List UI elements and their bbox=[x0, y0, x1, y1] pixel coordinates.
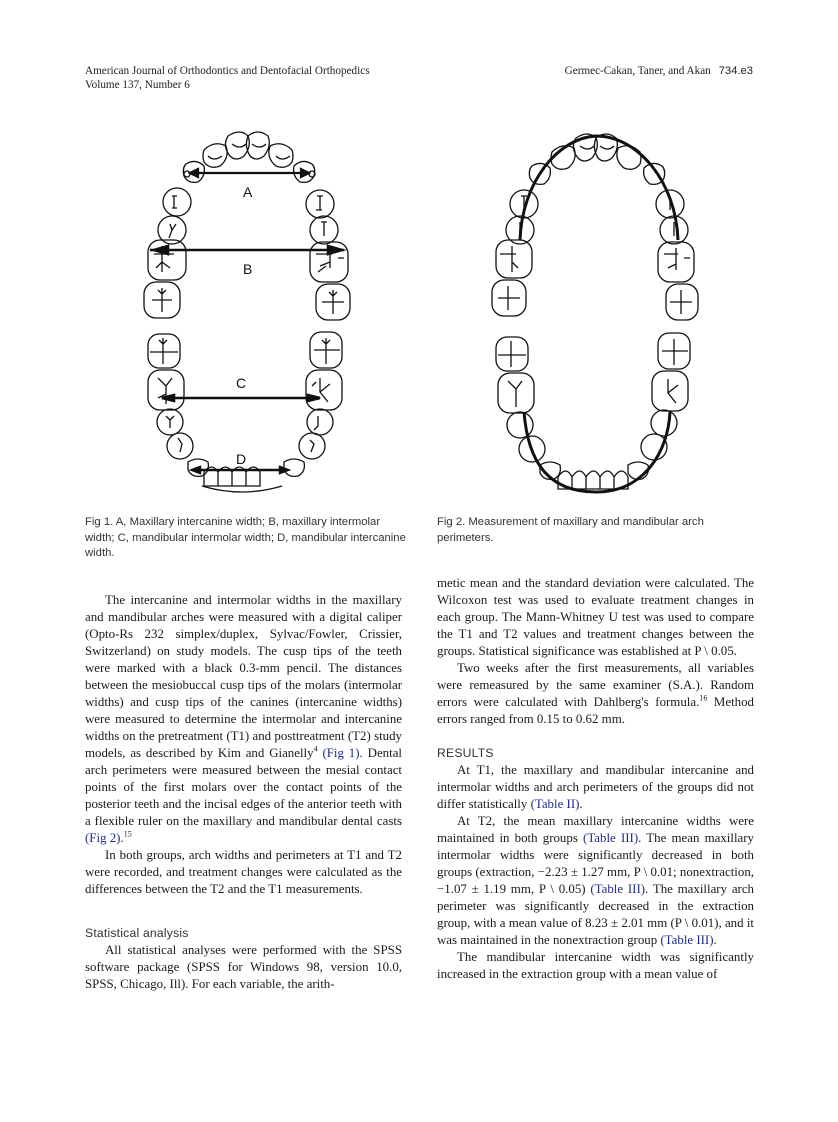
paragraph-results-mandibular: The mandibular intercanine width was significantly increased in the extraction group with a mean value of bbox=[437, 950, 754, 981]
maxillary-teeth-icon bbox=[144, 132, 350, 320]
label-b: B bbox=[243, 261, 253, 277]
page-number: 734.e3 bbox=[718, 65, 753, 77]
paragraph-statistics: All statistical analyses were performed with the SPSS software package (SPSS for Windows 98, version 10.0, SPSS, Chicago, Ill). For each variable, the arith- bbox=[85, 943, 402, 991]
figure-2-caption: Fig 2. Measurement of maxillary and mandibular arch perimeters. bbox=[437, 516, 704, 544]
journal-volume: Volume 137, Number 6 bbox=[85, 79, 190, 91]
mandibular-teeth-icon bbox=[148, 332, 342, 492]
figure-2-arch-perimeters bbox=[478, 122, 713, 517]
mandibular-perimeter-curve-icon bbox=[524, 412, 670, 492]
label-c: C bbox=[236, 375, 247, 391]
heading-results: RESULTS bbox=[437, 746, 494, 760]
label-a: A bbox=[243, 184, 253, 200]
heading-statistical-analysis: Statistical analysis bbox=[85, 926, 189, 940]
journal-title: American Journal of Orthodontics and Dentofacial Orthopedics bbox=[85, 65, 370, 77]
paragraph-method-error: Two weeks after the first measurements, all variables were remeasured by the same examiner (S.A.). Random errors were calculated with Dahlberg's formula.$^{16}$ Method errors ranged from 0.15 to 0.62 mm. bbox=[437, 661, 755, 726]
link-table-iii[interactable]: (Table III) bbox=[660, 933, 714, 947]
link-table-ii[interactable]: (Table II) bbox=[530, 797, 580, 811]
paragraph-methods-measurement: The intercanine and intermolar widths in the maxillary and mandibular arches were measured with a digital caliper (Opto-Rs 232 simplex/duplex, Sylvac/Fowler, Crissier, Switzerland) on study models. The cusp tips of the teeth were marked with a black 0.3-mm pencil. The distances between the mesiobuccal cusp tips of the molars (intermolar widths) and cusp tips of the canines (intercanine widths) were measured to determine the intermolar and intercanine widths on the pretreatment (T1) and posttreatment (T2) study models, as described by Kim and Gianelly$^4$ (Fig 1). Dental arch perimeters were measured between the mesial contact points of the first molars over the contact points of the posterior teeth and the incisal edges of the anterior teeth with a flexible ruler on the maxillary and mandibular dental casts (Fig 2).$^{15}$ bbox=[85, 593, 402, 845]
maxillary-perimeter-curve-icon bbox=[520, 136, 678, 240]
journal-info bbox=[85, 64, 370, 92]
citation-4[interactable]: 4 bbox=[313, 744, 318, 754]
paragraph-results-t1: At T1, the maxillary and mandibular intercanine and intermolar widths and arch perimeters of the groups did not differ statistically (Table II). bbox=[437, 763, 754, 811]
link-fig-1[interactable]: (Fig 1) bbox=[322, 746, 360, 760]
label-d: D bbox=[236, 451, 247, 467]
paragraph-statistics-cont: metic mean and the standard deviation were calculated. The Wilcoxon test was used to evaluate treatment changes in each group. The Mann-Whitney U test was used to compare the T1 and T2 values and treatment changes between the groups. Statistical significance was established at P \ 0.05. bbox=[437, 576, 754, 658]
citation-16[interactable]: 16 bbox=[699, 693, 708, 703]
link-table-iii[interactable]: (Table III) bbox=[590, 882, 646, 896]
link-fig-2[interactable]: (Fig 2) bbox=[85, 831, 121, 845]
right-column bbox=[437, 575, 754, 983]
mandibular-teeth-icon bbox=[496, 333, 690, 489]
paragraph-methods-changes: In both groups, arch widths and perimeters at T1 and T2 were recorded, and treatment changes were calculated as the differences between the T2 and the T1 measurements. bbox=[85, 848, 402, 896]
left-column bbox=[85, 592, 402, 993]
figure-1-arch-widths bbox=[130, 122, 365, 507]
link-table-iii[interactable]: (Table III) bbox=[583, 831, 639, 845]
authors: Germec-Cakan, Taner, and Akan bbox=[564, 65, 711, 77]
citation-15[interactable]: 15 bbox=[123, 829, 132, 839]
figure-1-caption: Fig 1. A, Maxillary intercanine width; B, maxillary intermolar width; C, mandibular intermolar width; D, mandibular intercanine width. bbox=[85, 516, 406, 559]
arrow-c-icon bbox=[162, 395, 320, 401]
author-page-info bbox=[565, 64, 753, 78]
arrow-b-icon bbox=[150, 246, 344, 254]
arrow-a-icon bbox=[190, 169, 309, 177]
paragraph-results-t2: At T2, the mean maxillary intercanine widths were maintained in both groups (Table III). The mean maxillary intermolar widths were significantly decreased in both groups (extraction, −2.23 ± 1.27 mm, P \ 0.01; nonextraction, −1.07 ± 1.19 mm, P \ 0.05) (Table III). The maxillary arch perimeter was significantly decreased in the extraction group, with a mean value of 8.23 ± 2.01 mm (P \ 0.01), and it was maintained in the nonextraction group (Table III). bbox=[437, 814, 755, 947]
maxillary-teeth-icon bbox=[492, 134, 698, 320]
